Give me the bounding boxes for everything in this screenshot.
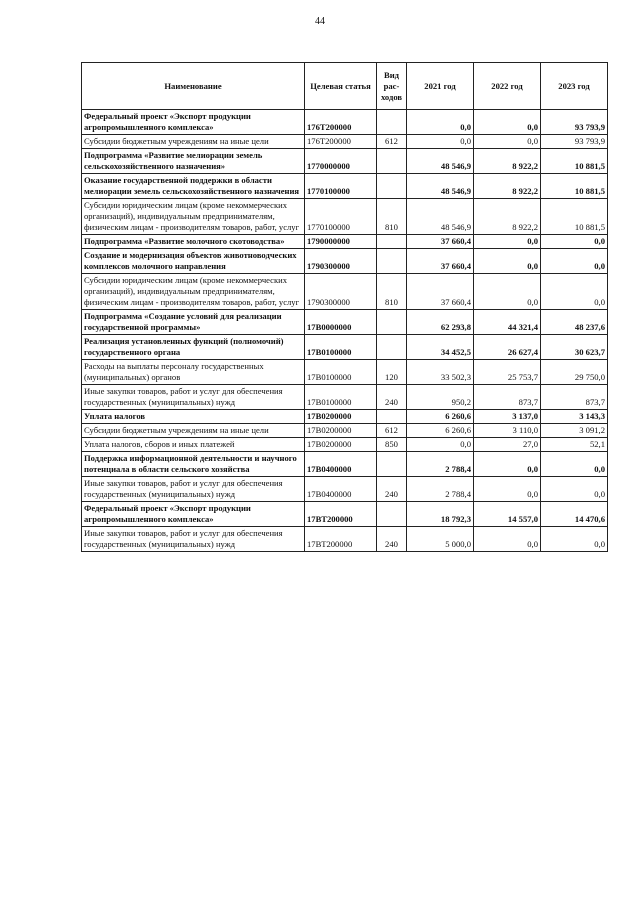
table-row xyxy=(82,110,608,135)
row-type-cell xyxy=(377,335,407,360)
row-2021-cell: 6 260,6 xyxy=(407,424,474,438)
table-row xyxy=(82,385,608,410)
row-2022-cell: 8 922,2 xyxy=(474,149,541,174)
row-2022-cell: 873,7 xyxy=(474,385,541,410)
row-type-cell xyxy=(377,249,407,274)
row-type-cell xyxy=(377,452,407,477)
table-row xyxy=(82,174,608,199)
row-type-cell: 850 xyxy=(377,438,407,452)
row-2021-cell: 48 546,9 xyxy=(407,199,474,235)
row-2022-cell: 44 321,4 xyxy=(474,310,541,335)
row-code-cell: 17В0400000 xyxy=(305,477,377,502)
table-row xyxy=(82,199,608,235)
row-2021-cell: 2 788,4 xyxy=(407,452,474,477)
row-code-cell: 176Т200000 xyxy=(305,135,377,149)
row-2023-cell: 93 793,9 xyxy=(541,135,608,149)
row-2023-cell: 0,0 xyxy=(541,235,608,249)
row-name-cell: Уплата налогов, сборов и иных платежей xyxy=(82,438,305,452)
row-name-cell: Субсидии юридическим лицам (кроме некоммерческих организаций), индивидуальным предпринимателям, физическим лицам - производителям товаров, работ, услуг xyxy=(82,274,305,310)
row-code-cell: 17В0000000 xyxy=(305,310,377,335)
row-2022-cell: 0,0 xyxy=(474,527,541,552)
row-2021-cell: 0,0 xyxy=(407,110,474,135)
header-2023: 2023 год xyxy=(541,63,608,110)
row-type-cell: 612 xyxy=(377,135,407,149)
row-name-cell: Иные закупки товаров, работ и услуг для обеспечения государственных (муниципальных) нужд xyxy=(82,477,305,502)
row-type-cell xyxy=(377,310,407,335)
row-type-cell xyxy=(377,502,407,527)
page-number: 44 xyxy=(315,16,325,27)
table-row xyxy=(82,502,608,527)
row-2021-cell: 0,0 xyxy=(407,438,474,452)
row-name-cell: Федеральный проект «Экспорт продукции агропромышленного комплекса» xyxy=(82,502,305,527)
row-2022-cell: 26 627,4 xyxy=(474,335,541,360)
row-name-cell: Субсидии бюджетным учреждениям на иные цели xyxy=(82,424,305,438)
row-2023-cell: 10 881,5 xyxy=(541,149,608,174)
table-row xyxy=(82,335,608,360)
row-name-cell: Субсидии бюджетным учреждениям на иные цели xyxy=(82,135,305,149)
row-code-cell: 17В0200000 xyxy=(305,424,377,438)
row-code-cell: 176Т200000 xyxy=(305,110,377,135)
row-type-cell: 810 xyxy=(377,274,407,310)
row-2022-cell: 0,0 xyxy=(474,452,541,477)
row-2023-cell: 0,0 xyxy=(541,452,608,477)
row-name-cell: Расходы на выплаты персоналу государственных (муниципальных) органов xyxy=(82,360,305,385)
row-code-cell: 1790300000 xyxy=(305,249,377,274)
row-2022-cell: 0,0 xyxy=(474,110,541,135)
row-2022-cell: 25 753,7 xyxy=(474,360,541,385)
row-code-cell: 17В0200000 xyxy=(305,438,377,452)
row-2022-cell: 0,0 xyxy=(474,235,541,249)
row-2022-cell: 14 557,0 xyxy=(474,502,541,527)
table-row xyxy=(82,527,608,552)
table-row xyxy=(82,424,608,438)
row-2021-cell: 2 788,4 xyxy=(407,477,474,502)
row-2023-cell: 48 237,6 xyxy=(541,310,608,335)
row-code-cell: 17В0100000 xyxy=(305,335,377,360)
header-name: Наименование xyxy=(82,63,305,110)
row-2023-cell: 10 881,5 xyxy=(541,174,608,199)
budget-table xyxy=(81,62,608,552)
row-2022-cell: 0,0 xyxy=(474,249,541,274)
row-name-cell: Создание и модернизация объектов животноводческих комплексов молочного направления xyxy=(82,249,305,274)
row-2022-cell: 0,0 xyxy=(474,135,541,149)
row-code-cell: 17В0200000 xyxy=(305,410,377,424)
row-2021-cell: 37 660,4 xyxy=(407,274,474,310)
row-2022-cell: 27,0 xyxy=(474,438,541,452)
row-2023-cell: 30 623,7 xyxy=(541,335,608,360)
row-type-cell: 810 xyxy=(377,199,407,235)
row-name-cell: Иные закупки товаров, работ и услуг для обеспечения государственных (муниципальных) нужд xyxy=(82,527,305,552)
row-2021-cell: 37 660,4 xyxy=(407,235,474,249)
row-2023-cell: 3 143,3 xyxy=(541,410,608,424)
row-2022-cell: 8 922,2 xyxy=(474,199,541,235)
row-2021-cell: 18 792,3 xyxy=(407,502,474,527)
table-body xyxy=(82,110,608,552)
row-2023-cell: 873,7 xyxy=(541,385,608,410)
row-type-cell xyxy=(377,235,407,249)
table-row xyxy=(82,477,608,502)
row-2023-cell: 10 881,5 xyxy=(541,199,608,235)
row-2021-cell: 950,2 xyxy=(407,385,474,410)
row-2021-cell: 6 260,6 xyxy=(407,410,474,424)
row-code-cell: 17ВТ200000 xyxy=(305,502,377,527)
row-code-cell: 1790000000 xyxy=(305,235,377,249)
row-2021-cell: 62 293,8 xyxy=(407,310,474,335)
row-2021-cell: 5 000,0 xyxy=(407,527,474,552)
table-row xyxy=(82,360,608,385)
row-2023-cell: 0,0 xyxy=(541,249,608,274)
row-type-cell xyxy=(377,110,407,135)
header-type: Вид рас-ходов xyxy=(377,63,407,110)
row-2021-cell: 34 452,5 xyxy=(407,335,474,360)
row-2023-cell: 3 091,2 xyxy=(541,424,608,438)
table-row xyxy=(82,438,608,452)
row-2022-cell: 3 137,0 xyxy=(474,410,541,424)
row-type-cell: 240 xyxy=(377,527,407,552)
row-code-cell: 17В0100000 xyxy=(305,360,377,385)
table-header-row xyxy=(82,63,608,110)
row-code-cell: 1770100000 xyxy=(305,174,377,199)
row-code-cell: 1770000000 xyxy=(305,149,377,174)
row-type-cell xyxy=(377,410,407,424)
row-2021-cell: 48 546,9 xyxy=(407,149,474,174)
header-code: Целевая статья xyxy=(305,63,377,110)
row-2023-cell: 52,1 xyxy=(541,438,608,452)
row-2021-cell: 33 502,3 xyxy=(407,360,474,385)
row-2023-cell: 0,0 xyxy=(541,477,608,502)
table-row xyxy=(82,310,608,335)
row-type-cell: 612 xyxy=(377,424,407,438)
row-type-cell: 240 xyxy=(377,385,407,410)
row-code-cell: 1770100000 xyxy=(305,199,377,235)
table-row xyxy=(82,135,608,149)
row-type-cell xyxy=(377,149,407,174)
header-2022: 2022 год xyxy=(474,63,541,110)
row-type-cell: 240 xyxy=(377,477,407,502)
row-type-cell: 120 xyxy=(377,360,407,385)
row-2023-cell: 0,0 xyxy=(541,274,608,310)
row-name-cell: Подпрограмма «Создание условий для реализации государственной программы» xyxy=(82,310,305,335)
row-2021-cell: 37 660,4 xyxy=(407,249,474,274)
row-2022-cell: 8 922,2 xyxy=(474,174,541,199)
row-code-cell: 17В0400000 xyxy=(305,452,377,477)
table-row xyxy=(82,249,608,274)
table-row xyxy=(82,410,608,424)
row-name-cell: Подпрограмма «Развитие мелиорации земель сельскохозяйственного назначения» xyxy=(82,149,305,174)
row-2021-cell: 48 546,9 xyxy=(407,174,474,199)
row-name-cell: Оказание государственной поддержки в области мелиорации земель сельскохозяйственного назначения xyxy=(82,174,305,199)
row-name-cell: Субсидии юридическим лицам (кроме некоммерческих организаций), индивидуальным предпринимателям, физическим лицам - производителям товаров, работ, услуг xyxy=(82,199,305,235)
row-name-cell: Иные закупки товаров, работ и услуг для обеспечения государственных (муниципальных) нужд xyxy=(82,385,305,410)
table-row xyxy=(82,452,608,477)
row-code-cell: 17ВТ200000 xyxy=(305,527,377,552)
header-2021: 2021 год xyxy=(407,63,474,110)
row-2022-cell: 0,0 xyxy=(474,477,541,502)
row-2023-cell: 93 793,9 xyxy=(541,110,608,135)
row-name-cell: Уплата налогов xyxy=(82,410,305,424)
row-code-cell: 17В0100000 xyxy=(305,385,377,410)
row-name-cell: Федеральный проект «Экспорт продукции агропромышленного комплекса» xyxy=(82,110,305,135)
table-row xyxy=(82,274,608,310)
row-2021-cell: 0,0 xyxy=(407,135,474,149)
row-name-cell: Реализация установленных функций (полномочий) государственного органа xyxy=(82,335,305,360)
table-row xyxy=(82,235,608,249)
table-row xyxy=(82,149,608,174)
row-2023-cell: 0,0 xyxy=(541,527,608,552)
row-2022-cell: 3 110,0 xyxy=(474,424,541,438)
row-2023-cell: 14 470,6 xyxy=(541,502,608,527)
row-2022-cell: 0,0 xyxy=(474,274,541,310)
row-code-cell: 1790300000 xyxy=(305,274,377,310)
row-name-cell: Подпрограмма «Развитие молочного скотоводства» xyxy=(82,235,305,249)
row-type-cell xyxy=(377,174,407,199)
row-name-cell: Поддержка информационной деятельности и научного потенциала в области сельского хозяйства xyxy=(82,452,305,477)
row-2023-cell: 29 750,0 xyxy=(541,360,608,385)
